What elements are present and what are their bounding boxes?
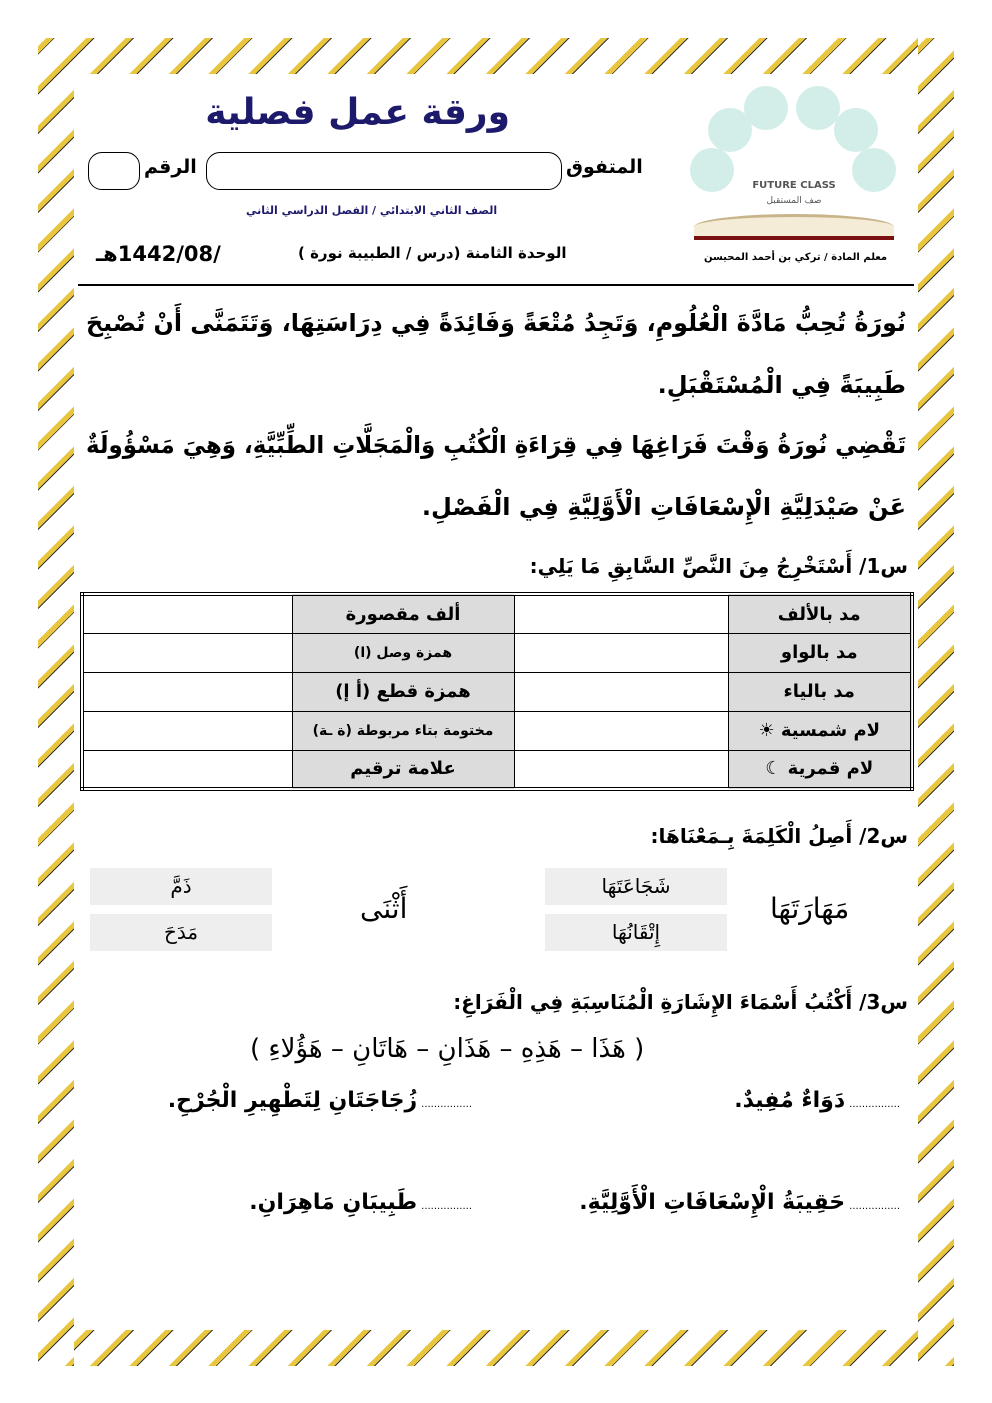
- pencil-border-left: [38, 38, 74, 1366]
- match-option[interactable]: شَجَاعَتَهَا: [545, 868, 727, 905]
- blank[interactable]: ................: [421, 1099, 472, 1110]
- table-row: [82, 633, 912, 672]
- answer-cell[interactable]: [514, 711, 728, 750]
- fill-item: [530, 1190, 900, 1215]
- answer-cell[interactable]: [82, 633, 292, 672]
- category-cell: مد بالواو: [728, 633, 912, 672]
- answer-cell[interactable]: [514, 633, 728, 672]
- number-label: الرقم: [144, 156, 197, 178]
- excellent-label: المتفوق: [566, 156, 643, 178]
- match-option[interactable]: إِتْقَانُهَا: [545, 914, 727, 951]
- answer-cell[interactable]: [82, 711, 292, 750]
- table-row: [82, 594, 912, 633]
- divider: [78, 284, 914, 286]
- question-3: س3/ أَكْتُبُ أَسْمَاءَ الإِشَارَةِ الْمُنَاسِبَةِ فِي الْفَرَاغِ:: [453, 990, 908, 1014]
- answer-cell[interactable]: [82, 594, 292, 633]
- question-2: س2/ أَصِلُ الْكَلِمَةَ بِـمَعْنَاهَا:: [650, 824, 908, 848]
- category-cell: مد بالياء: [728, 672, 912, 711]
- passage-text: تَقْضِي نُورَةُ وَقْتَ فَرَاغِهَا فِي قِرَاءَةِ الْكُتُبِ وَالْمَجَلَّاتِ الطِّبِّيَّةِ، وَهِيَ مَسْؤُولَةٌ: [85, 431, 906, 459]
- number-field[interactable]: [88, 152, 140, 190]
- passage-text: عَنْ صَيْدَلِيَّةِ الْإِسْعَافَاتِ الْأَوَّلِيَّةِ فِي الْفَصْلِ.: [421, 493, 906, 521]
- passage-line: [86, 476, 906, 538]
- passage-line: [86, 414, 906, 476]
- name-field[interactable]: [206, 152, 562, 190]
- match-option[interactable]: مَدَحَ: [90, 914, 272, 951]
- demonstrative-choices: ( هَذَا – هَذِهِ – هَذَانِ – هَاتَانِ – هَؤُلاءِ ): [250, 1034, 645, 1064]
- grade-text: الصف الثاني الابتدائي / الفصل الدراسي الثاني: [246, 204, 498, 217]
- answer-cell[interactable]: [514, 672, 728, 711]
- blank[interactable]: ................: [849, 1099, 900, 1110]
- passage-text: نُورَةُ تُحِبُّ مَادَّةَ الْعُلُومِ، وَتَجِدُ مُتْعَةً وَفَائِدَةً فِي دِرَاسَتِهَا، وَتَتَمَنَّى أَنْ تُصْبِحَ: [86, 309, 906, 337]
- table-row: [82, 672, 912, 711]
- fill-item: [530, 1088, 900, 1113]
- match-option[interactable]: ذَمَّ: [90, 868, 272, 905]
- worksheet-title: ورقة عمل فصلية: [205, 92, 510, 133]
- category-cell: مختومة بتاء مربوطة (ة ـة): [292, 711, 514, 750]
- question-1: س1/ أَسْتَخْرِجُ مِنَ النَّصِّ السَّابِقِ مَا يَلِي:: [529, 554, 908, 578]
- fill-item: [102, 1190, 472, 1215]
- category-cell: لام شمسية ☀: [728, 711, 912, 750]
- match-word: أَثْنَى: [360, 892, 408, 925]
- passage-line: [86, 292, 906, 354]
- category-cell: ألف مقصورة: [292, 594, 514, 633]
- extraction-table: [80, 592, 914, 791]
- future-class-logo: [684, 86, 906, 256]
- pencil-border-top: [38, 38, 954, 74]
- category-cell: لام قمرية ☾: [728, 750, 912, 789]
- table-row: [82, 711, 912, 750]
- category-cell: همزة قطع (أ إ): [292, 672, 514, 711]
- answer-cell[interactable]: [82, 750, 292, 789]
- answer-cell[interactable]: [82, 672, 292, 711]
- passage-text: طَبِيبَةً فِي الْمُسْتَقْبَلِ.: [657, 371, 906, 399]
- unit-text: الوحدة الثامنة (درس / الطبيبة نورة ): [298, 244, 567, 262]
- blank[interactable]: ................: [421, 1201, 472, 1212]
- category-cell: همزة وصل (ا): [292, 633, 514, 672]
- table-row: [82, 750, 912, 789]
- book-icon: [694, 214, 894, 240]
- fill-item: [102, 1088, 472, 1113]
- logo-subtext: صف المستقبل: [766, 196, 822, 206]
- fill-text: زُجَاجَتَانِ لِتَطْهِيرِ الْجُرْحِ.: [167, 1088, 418, 1113]
- teacher-name: معلم المادة / تركي بن أحمد المحيسن: [704, 252, 888, 263]
- date-text: /1442/08هـ: [96, 242, 221, 266]
- pencil-border-right: [918, 38, 954, 1366]
- passage-line: [86, 354, 906, 416]
- logo-text: FUTURE CLASS: [752, 180, 836, 191]
- match-word: مَهَارَتَهَا: [770, 892, 850, 925]
- answer-cell[interactable]: [514, 594, 728, 633]
- pencil-border-bottom: [38, 1330, 954, 1366]
- fill-text: حَقِيبَةُ الْإِسْعَافَاتِ الْأَوَّلِيَّةِ.: [579, 1190, 846, 1215]
- category-cell: علامة ترقيم: [292, 750, 514, 789]
- fill-text: دَوَاءٌ مُفِيدٌ.: [734, 1088, 846, 1113]
- blank[interactable]: ................: [849, 1201, 900, 1212]
- answer-cell[interactable]: [514, 750, 728, 789]
- category-cell: مد بالألف: [728, 594, 912, 633]
- fill-text: طَبِيبَانِ مَاهِرَانِ.: [249, 1190, 418, 1215]
